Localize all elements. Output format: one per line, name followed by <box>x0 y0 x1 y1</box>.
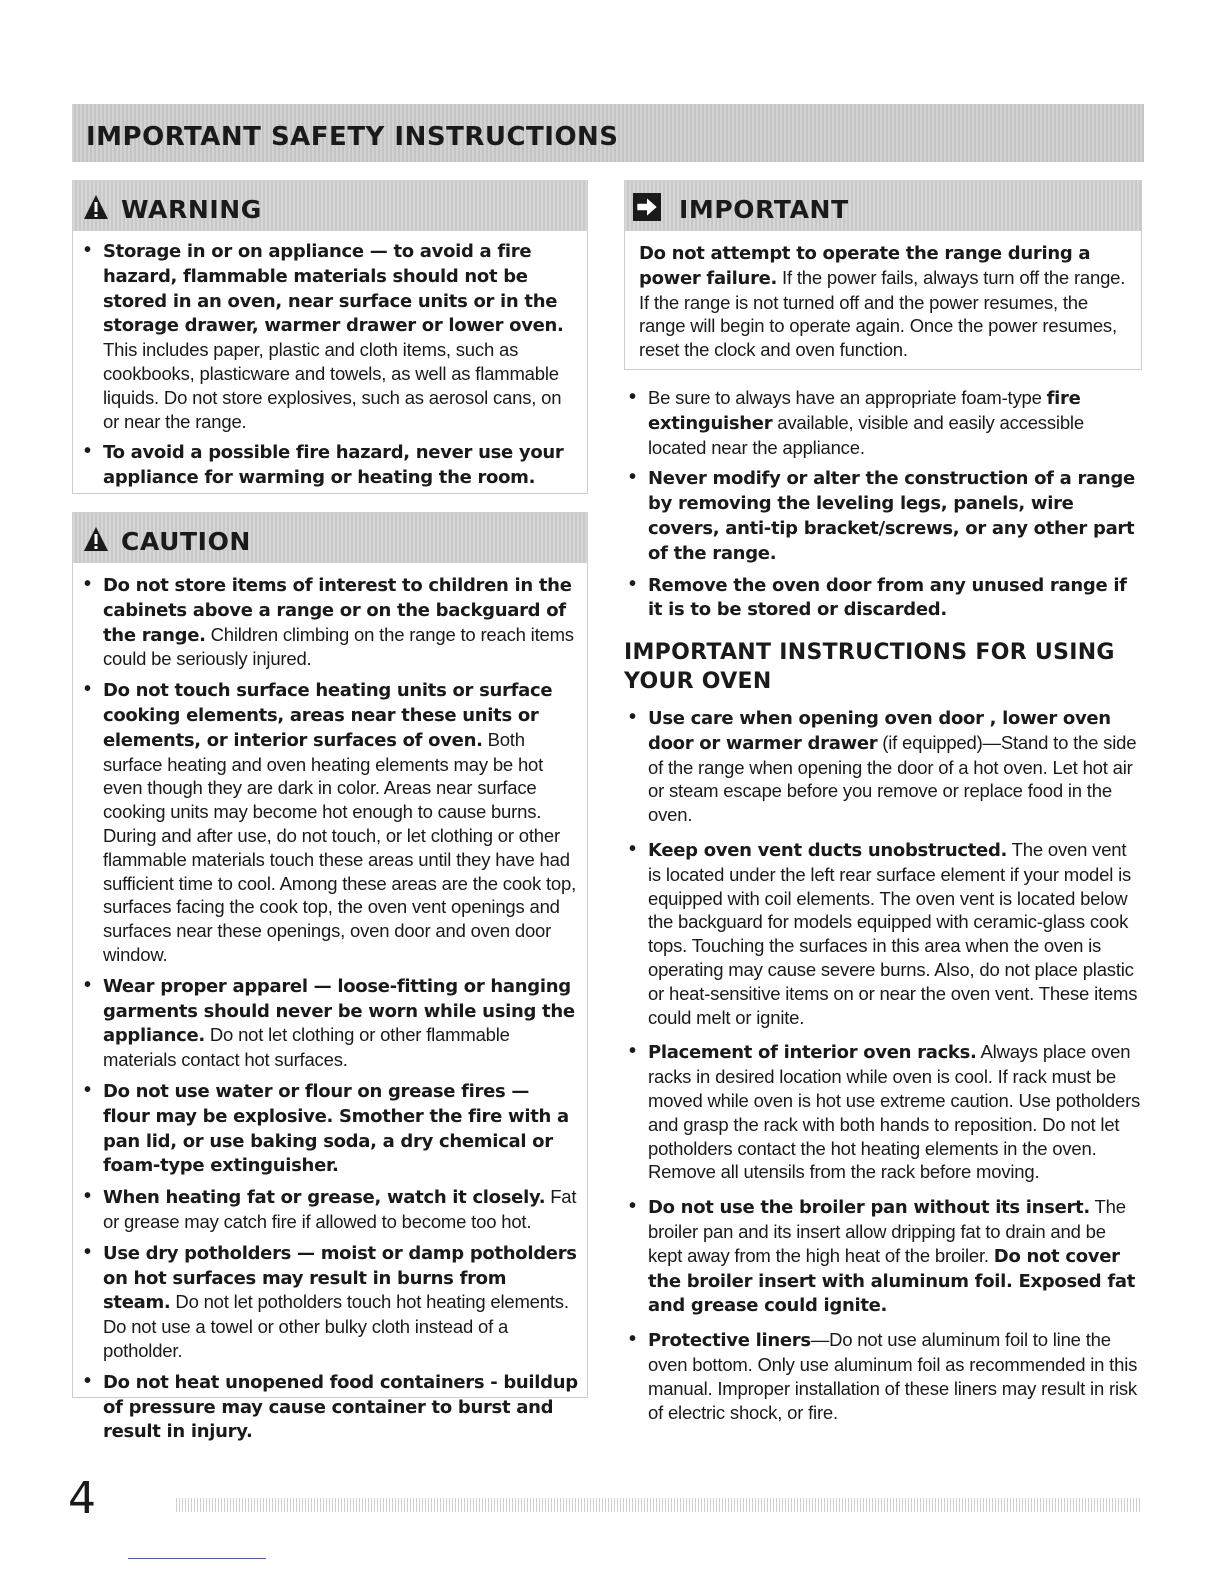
list-item: • Be sure to always have an appropriate foam-type fire extinguisher available, visible and easily accessible located near the appliance. <box>624 386 1144 459</box>
list-item: • Do not store items of interest to children in the cabinets above a range or on the backguard of the range. Children climbing on the range to reach items could be seriously injured. <box>79 573 579 671</box>
list-item: • Do not touch surface heating units or surface cooking elements, areas near these units or elements, or interior surfaces of oven. Both surface heating and oven heating elements may be hot even though they are dark in color. Areas near surface cooking units may become hot enough to cause burns. During and after use, do not touch, or let clothing or other flammable materials touch these areas until they have had sufficient time to cool. Among these areas are the cook top, surfaces facing the cook top, the oven vent openings and surfaces near these openings, oven door and oven door window. <box>79 678 579 967</box>
list-item: • Wear proper apparel — loose-fitting or hanging garments should never be worn while using the appliance. Do not let clothing or other flammable materials contact hot surfaces. <box>79 974 579 1072</box>
warning-list <box>73 231 587 490</box>
important-box <box>624 180 1142 370</box>
caution-box <box>72 512 588 1443</box>
warning-header <box>73 181 587 231</box>
page-title: IMPORTANT SAFETY INSTRUCTIONS <box>86 122 619 152</box>
arrow-right-box-icon <box>633 193 661 221</box>
list-item: • Use dry potholders — moist or damp potholders on hot surfaces may result in burns from steam. Do not let potholders touch hot heating elements. Do not use a towel or other bulky cloth instead of a potholder. <box>79 1241 579 1363</box>
list-item: • Keep oven vent ducts unobstructed. The oven vent is located under the left rear surface element if your model is equipped with coil elements. The oven vent is located below the backguard for models equipped with ceramic-glass cook tops. Touching the surfaces in this area when the oven is operating may cause severe burns. Also, do not place plastic or heat-sensitive items on or near the oven vent. These items could melt or ignite. <box>624 838 1144 1030</box>
important-title: IMPORTANT <box>679 195 849 224</box>
important-header <box>625 181 1141 231</box>
footer-rule <box>176 1498 1142 1512</box>
warning-title: WARNING <box>121 195 262 224</box>
list-item: • Placement of interior oven racks. Always place oven racks in desired location while oven is cool. If rack must be moved while oven is hot use extreme caution. Use potholders and grasp the rack with both hands to reposition. Do not let potholders contact the hot heating elements in the oven. Remove all utensils from the rack before moving. <box>624 1040 1144 1185</box>
list-item: • When heating fat or grease, watch it closely. Fat or grease may catch fire if allowed to become too hot. <box>79 1185 579 1234</box>
caution-title: CAUTION <box>121 527 251 556</box>
list-item: • To avoid a possible fire hazard, never use your appliance for warming or heating the room. <box>79 440 575 490</box>
list-item: • Do not heat unopened food containers - buildup of pressure may cause container to burst and result in injury. <box>79 1370 579 1444</box>
list-item: • Storage in or on appliance — to avoid a fire hazard, flammable materials should not be stored in an oven, near surface units or in the storage drawer, warmer drawer or lower oven. This includes paper, plastic and cloth items, such as cookbooks, plasticware and towels, as well as flammable liquids. Do not store explosives, such as aerosol cans, on or near the range. <box>79 239 575 433</box>
general-list <box>624 386 1144 629</box>
list-item: • Remove the oven door from any unused range if it is to be stored or discarded. <box>624 573 1144 623</box>
title-banner <box>72 104 1144 162</box>
warning-triangle-icon <box>83 526 109 552</box>
caution-header <box>73 513 587 563</box>
caution-list <box>73 563 587 1444</box>
important-text: Do not attempt to operate the range during a power failure. If the power fails, always turn off the range. If the range is not turned off and the power resumes, the range will begin to operate again. Once the power resumes, reset the clock and oven function. <box>639 243 1126 361</box>
footer-link-line <box>128 1558 266 1559</box>
list-item: • Never modify or alter the construction of a range by removing the leveling legs, panels, wire covers, anti-tip bracket/screws, or any other part of the range. <box>624 466 1144 565</box>
list-item: • Use care when opening oven door , lower oven door or warmer drawer (if equipped)—Stand to the side of the range when opening the door of a hot oven. Let hot air or steam escape before you remove or replace food in the oven. <box>624 706 1144 828</box>
oven-section-heading: IMPORTANT INSTRUCTIONS FOR USING YOUR OVEN <box>624 640 1115 694</box>
oven-list <box>624 706 1144 1435</box>
list-item: • Do not use the broiler pan without its insert. The broiler pan and its insert allow dripping fat to drain and be kept away from the high heat of the broiler. Do not cover the broiler insert with aluminum foil. Exposed fat and grease could ignite. <box>624 1195 1144 1318</box>
page-number: 4 <box>68 1473 96 1524</box>
list-item: • Do not use water or flour on grease fires — flour may be explosive. Smother the fire with a pan lid, or use baking soda, a dry chemical or foam-type extinguisher. <box>79 1079 579 1178</box>
list-item: • Protective liners—Do not use aluminum foil to line the oven bottom. Only use aluminum foil as recommended in this manual. Improper installation of these liners may result in risk of electric shock, or fire. <box>624 1328 1144 1425</box>
warning-triangle-icon <box>83 194 109 220</box>
warning-box <box>72 180 588 494</box>
